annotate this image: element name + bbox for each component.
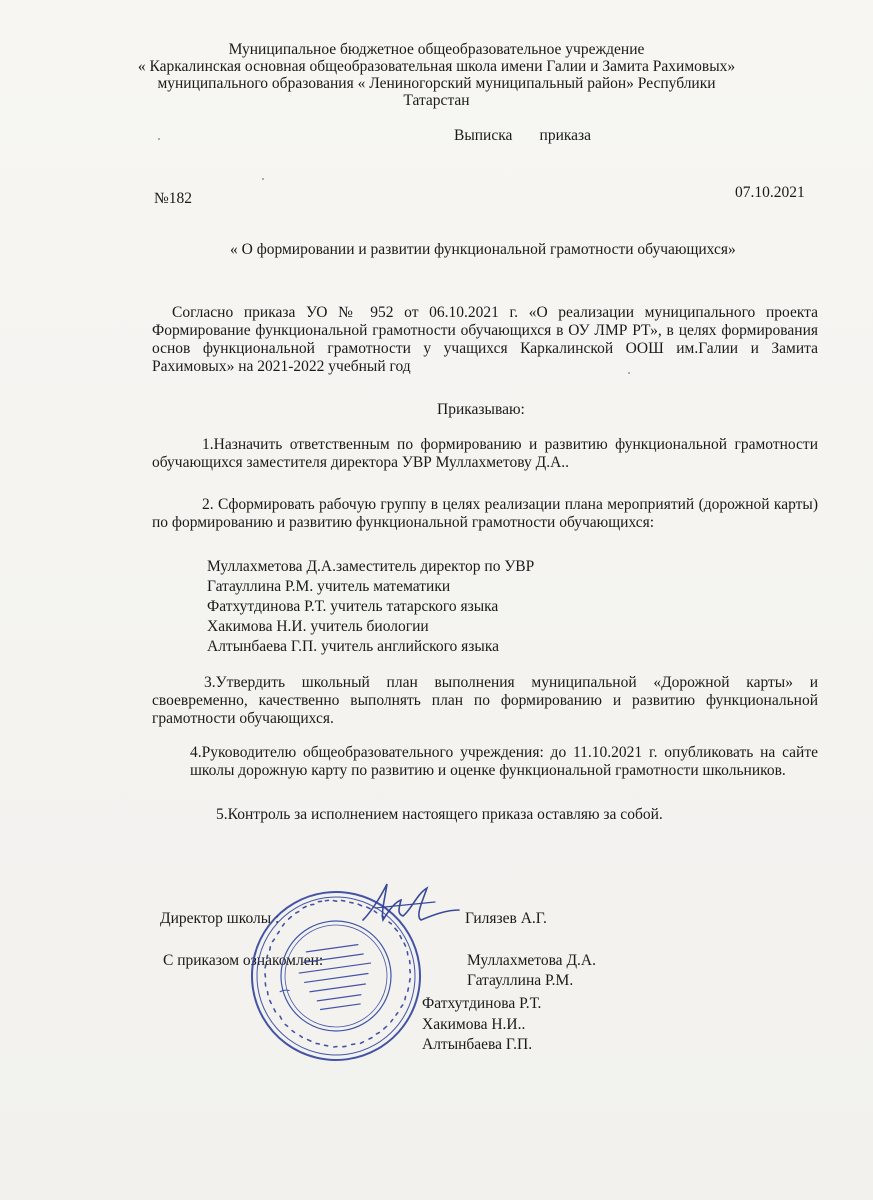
order-number: №182	[154, 190, 193, 207]
acquainted-name: Хакимова Н.И..	[422, 1016, 526, 1033]
acquainted-name: Гатауллина Р.М.	[467, 972, 574, 989]
list-item: Фатхутдинова Р.Т. учитель татарского языка	[207, 598, 499, 615]
director-label: Директор школы :	[160, 910, 280, 927]
list-item: Муллахметова Д.А.заместитель директор по УВР	[207, 558, 535, 575]
acquainted-label: С приказом ознакомлен:	[163, 952, 324, 969]
order-item-2: 2. Сформировать рабочую группу в целях реализации плана мероприятий (дорожной карты) по формированию и развитию функциональной грамотности обучающихся:	[152, 496, 818, 531]
order-item-4: 4.Руководителю общеобразовательного учреждения: до 11.10.2021 г. опубликовать на сайте школы дорожную карту по развитию и оценке функциональной грамотности школьников.	[190, 744, 818, 779]
order-date: 07.10.2021	[735, 184, 805, 201]
order-word: Приказываю:	[437, 401, 525, 418]
scan-speck	[262, 178, 264, 180]
director-name: Гилязев А.Г.	[465, 910, 547, 927]
acquainted-name: Муллахметова Д.А.	[467, 952, 596, 969]
list-item: Хакимова Н.И. учитель биологии	[207, 618, 429, 635]
scan-speck	[158, 138, 160, 140]
header-line-3: муниципального образования « Лениногорский муниципальный район» Республики	[157, 75, 716, 92]
list-item: Алтынбаева Г.П. учитель английского языка	[207, 638, 500, 655]
preamble: Согласно приказа УО № 952 от 06.10.2021 г. «О реализации муниципального проекта Формирование функциональной грамотности обучающихся в ОУ ЛМР РТ», в целях формирования основ функциональной грамотности у учащихся Каркалинской ООШ им.Галии и Замита Рахимовых» на 2021-2022 учебный год	[152, 304, 818, 375]
header-line-1: Муниципальное бюджетное общеобразовательное учреждение	[228, 41, 645, 58]
acquainted-name: Алтынбаева Г.П.	[422, 1036, 533, 1053]
acquainted-name: Фатхутдинова Р.Т.	[422, 995, 542, 1012]
order-title: « О формировании и развитии функциональной грамотности обучающихся»	[230, 241, 736, 258]
list-item: Гатауллина Р.М. учитель математики	[207, 578, 451, 595]
scan-speck	[628, 372, 630, 374]
header-line-4: Татарстан	[403, 92, 470, 109]
order-item-5: 5.Контроль за исполнением настоящего приказа оставляю за собой.	[216, 806, 663, 823]
order-item-1: 1.Назначить ответственным по формированию и развитию функциональной грамотности обучающихся заместителя директора УВР Муллахметову Д.А..	[152, 436, 818, 471]
order-item-3: 3.Утвердить школьный план выполнения муниципальной «Дорожной карты» и своевременно, качественно выполнять план по формированию и развитию функциональной грамотности обучающихся.	[152, 674, 818, 727]
document-type: Выписка приказа	[454, 127, 592, 144]
school-stamp	[248, 888, 424, 1064]
header-line-2: « Каркалинская основная общеобразовательная школа имени Галии и Замита Рахимовых»	[137, 58, 736, 75]
